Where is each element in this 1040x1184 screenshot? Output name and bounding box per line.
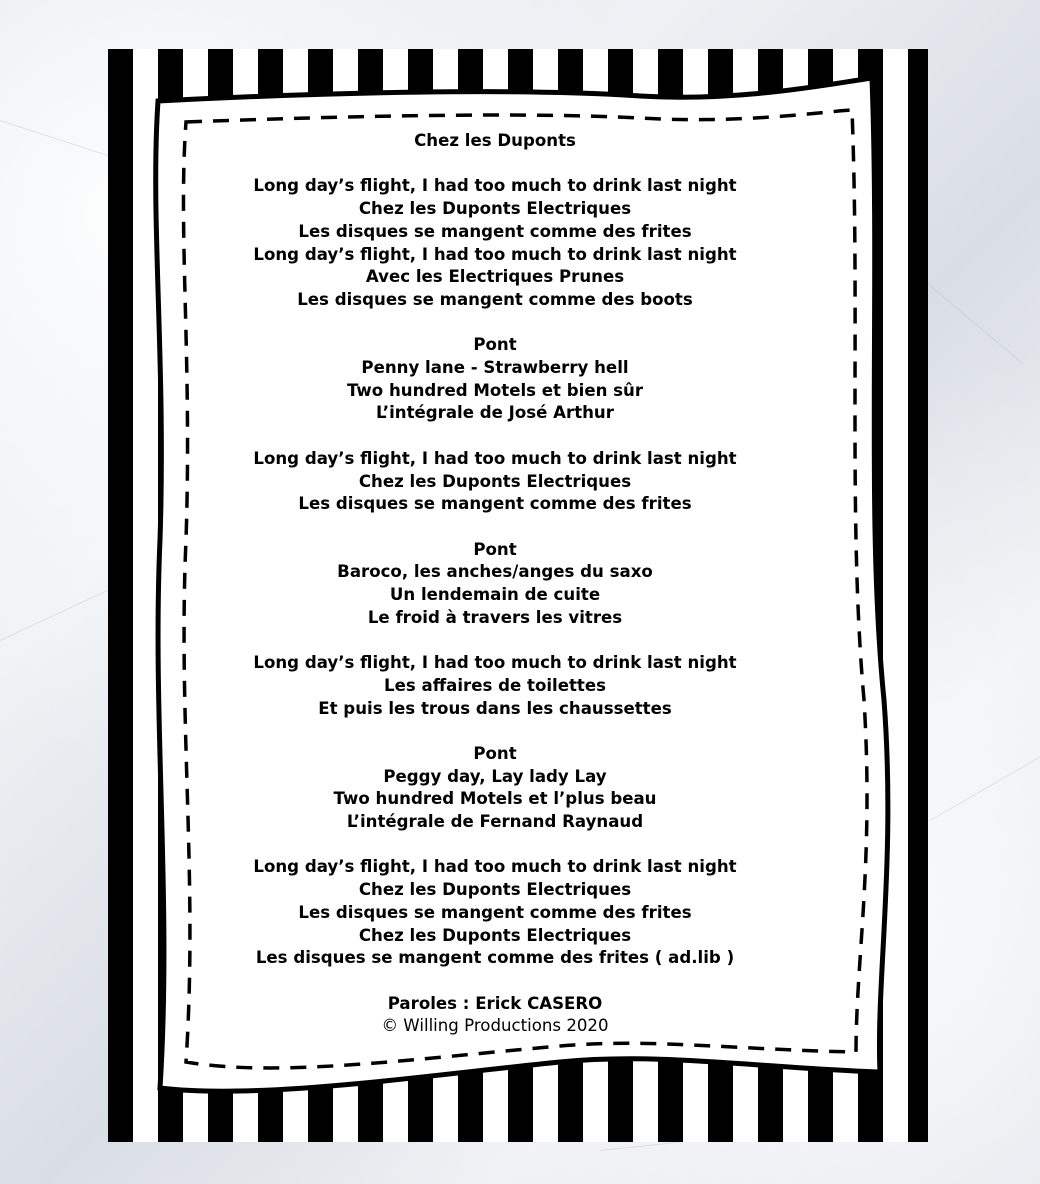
section-label: Pont: [473, 539, 517, 559]
lyric-line: Chez les Duponts Electriques: [358, 199, 632, 219]
stanza-5: [160, 652, 830, 720]
section-label: Pont: [473, 743, 517, 763]
lyric-line: L’intégrale de José Arthur: [376, 403, 614, 423]
lyric-line: Long day’s flight, I had too much to drink last night: [253, 857, 737, 877]
lyric-line: Chez les Duponts Electriques: [358, 880, 632, 900]
stanza-4: [160, 539, 830, 630]
lyric-line: Long day’s flight, I had too much to drink last night: [253, 244, 737, 264]
lyric-line: Long day’s flight, I had too much to drink last night: [253, 176, 737, 196]
lyric-line: Avec les Electriques Prunes: [365, 267, 625, 287]
section-label: Pont: [473, 335, 517, 355]
lyric-line: Les disques se mangent comme des frites: [298, 902, 692, 922]
lyric-line: Baroco, les anches/anges du saxo: [337, 562, 653, 582]
lyric-line: Les disques se mangent comme des frites ( ad.lib ): [255, 948, 735, 968]
lyrics-credit: Paroles : Erick CASERO: [387, 993, 603, 1013]
lyric-line: Le froid à travers les vitres: [367, 607, 623, 627]
lyric-line: Long day’s flight, I had too much to drink last night: [253, 653, 737, 673]
song-title: Chez les Duponts: [414, 131, 576, 150]
lyric-line: L’intégrale de Fernand Raynaud: [346, 812, 644, 831]
lyrics-block: [160, 130, 830, 1038]
stanza-3: [160, 448, 830, 516]
lyric-line: Long day’s flight, I had too much to drink last night: [253, 448, 737, 468]
lyric-line: Chez les Duponts Electriques: [358, 471, 632, 491]
lyric-line: Les disques se mangent comme des frites: [298, 221, 692, 241]
lyric-line: Penny lane - Strawberry hell: [361, 358, 629, 377]
lyric-line: Two hundred Motels et l’plus beau: [333, 789, 657, 809]
lyric-line: Les affaires de toilettes: [384, 675, 606, 695]
stanza-2: [160, 334, 830, 425]
lyric-line: Et puis les trous dans les chaussettes: [318, 698, 672, 718]
copyright-notice: © Willing Productions 2020: [381, 1016, 609, 1036]
lyric-line: Peggy day, Lay lady Lay: [383, 766, 607, 786]
stanza-1: [160, 175, 830, 311]
stanza-6: [160, 743, 830, 834]
lyric-line: Chez les Duponts Electriques: [358, 925, 632, 945]
lyric-line: Les disques se mangent comme des frites: [298, 494, 692, 514]
stanza-7: [160, 856, 830, 970]
lyric-line: Un lendemain de cuite: [389, 585, 601, 604]
lyric-line: Les disques se mangent comme des boots: [297, 289, 693, 309]
lyric-line: Two hundred Motels et bien sûr: [346, 380, 644, 400]
